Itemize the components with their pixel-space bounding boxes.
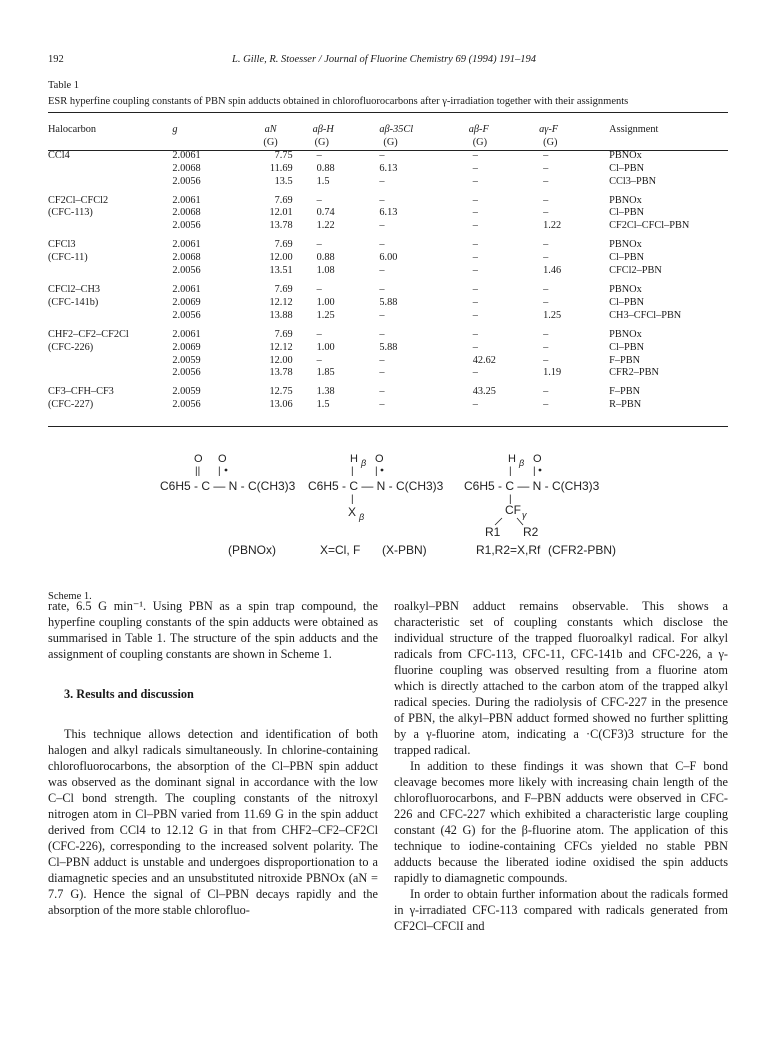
cell-halocarbon: (CFC-141b): [48, 296, 99, 308]
cell-acl: 6.13: [379, 162, 398, 174]
cell-an: 12.00: [269, 252, 293, 264]
table-row: [48, 207, 728, 220]
cell-g: 2.0068: [172, 162, 201, 174]
col-header-a-beta-h: aβ-H: [312, 124, 334, 135]
cell-acl: 6.13: [379, 207, 398, 219]
cell-halocarbon: [48, 176, 172, 189]
table-row: [48, 297, 728, 310]
cell-ah: 0.88: [316, 162, 335, 174]
unit-a-beta-cl: (G): [383, 136, 398, 148]
cell-g: 2.0056: [172, 309, 201, 321]
struct3-r2: R2: [523, 525, 539, 539]
cell-abf: –: [472, 296, 478, 308]
cell-agf: –: [543, 386, 549, 398]
cell-abf: –: [472, 220, 478, 232]
cell-acl: –: [379, 386, 385, 398]
table-row: [48, 355, 728, 368]
cell-g: 2.0068: [172, 207, 201, 219]
cell-acl: –: [379, 367, 385, 379]
cell-abf: –: [472, 283, 478, 295]
cell-ah: –: [316, 283, 322, 295]
cell-acl: –: [379, 194, 385, 206]
cell-halocarbon: (CFC-226): [48, 341, 94, 353]
cell-abf: –: [472, 399, 478, 411]
cell-halocarbon: CCl4: [48, 149, 70, 161]
cell-halocarbon: [48, 367, 172, 380]
col-header-g: g: [172, 124, 178, 135]
cell-abf: –: [472, 207, 478, 219]
cell-acl: –: [379, 328, 385, 340]
cell-agf: 1.46: [543, 265, 562, 277]
cell-an: 13.88: [269, 309, 293, 321]
cell-acl: –: [379, 309, 385, 321]
svg-text:CF: CF: [505, 503, 521, 517]
cell-agf: –: [543, 149, 549, 161]
svg-text:O: O: [218, 453, 227, 465]
struct1-label: (PBNOx): [228, 543, 276, 557]
cell-agf: –: [543, 341, 549, 353]
cell-an: 13.51: [269, 265, 293, 277]
cell-g: 2.0056: [172, 265, 201, 277]
cell-agf: 1.19: [543, 367, 562, 379]
body-column-right: [394, 598, 728, 934]
svg-text:|: |: [218, 466, 221, 477]
cell-agf: 1.25: [543, 309, 562, 321]
cell-halocarbon: [48, 163, 172, 176]
cell-agf: –: [543, 252, 549, 264]
cell-halocarbon: [48, 355, 172, 368]
cell-assignment: CH3–CFCl–PBN: [609, 309, 682, 321]
cell-assignment: CCl3–PBN: [609, 175, 657, 187]
cell-assignment: Cl–PBN: [609, 162, 645, 174]
cell-halocarbon: CF2Cl–CFCl2: [48, 194, 109, 206]
cell-an: 7.69: [274, 194, 293, 206]
table-unit-row: [48, 137, 728, 150]
cell-acl: 5.88: [379, 296, 398, 308]
cell-halocarbon: CF3–CFH–CF3: [48, 386, 114, 398]
svg-text:γ: γ: [522, 510, 527, 520]
cell-abf: –: [472, 194, 478, 206]
cell-g: 2.0069: [172, 341, 201, 353]
cell-agf: –: [543, 207, 549, 219]
cell-assignment: PBNOx: [609, 194, 642, 206]
left-paragraph-2: This technique allows detection and identification of both halogen and alkyl radicals simultaneously. In chlorine-containing chlorofluorocarbons, the absorption of the Cl–PBN spin adduct was observed as the dominant signal in accordance with the low C–Cl bond strength. The coupling constants of the nitroxyl nitrogen atom in Cl–PBN varied from 11.69 G in the spin adduct derived from CCl4 to 12.12 G in that from CHF2–CF2–CF2Cl (CFC-226), corresponding to the increased solvent polarity. The Cl–PBN adduct is unstable and undergoes disproportionation to a diamagnetic species and an unsubstituted nitroxide PBNOx (aN = 7.7 G). Hence the signal of Cl–PBN decays rapidly and the absorption of the more stable chlorofluo-: [48, 727, 378, 917]
cell-assignment: Cl–PBN: [609, 252, 645, 264]
cell-abf: –: [472, 341, 478, 353]
cell-agf: –: [543, 239, 549, 251]
cell-acl: 6.00: [379, 252, 398, 264]
struct2-formula: C6H5 - C — N - C(CH3)3: [308, 479, 444, 493]
cell-g: 2.0061: [172, 239, 201, 251]
cell-halocarbon: CFCl2–CH3: [48, 283, 101, 295]
cell-g: 2.0056: [172, 220, 201, 232]
cell-an: 11.69: [269, 162, 293, 174]
cell-agf: –: [543, 399, 549, 411]
right-paragraph-3: In order to obtain further information about the radicals formed in γ-irradiated CFC-113 compared with radicals generated from CF2Cl–CFClI and: [394, 887, 728, 933]
struct3-r1: R1: [485, 525, 501, 539]
svg-text:H: H: [350, 453, 358, 465]
table-row: [48, 163, 728, 176]
running-title: L. Gille, R. Stoesser / Journal of Fluorine Chemistry 69 (1994) 191–194: [232, 54, 536, 65]
cell-assignment: R–PBN: [609, 399, 642, 411]
cell-abf: 42.62: [472, 354, 496, 366]
cell-ah: –: [316, 354, 322, 366]
cell-ah: –: [316, 328, 322, 340]
svg-text:|: |: [533, 466, 536, 477]
col-header-a-beta-f: aβ-F: [468, 124, 489, 135]
svg-text:|: |: [509, 494, 512, 505]
cell-assignment: Cl–PBN: [609, 341, 645, 353]
cell-assignment: PBNOx: [609, 283, 642, 295]
struct2-label: X=Cl, F: [320, 543, 361, 557]
right-paragraph-2: In addition to these findings it was shown that C–F bond cleavage becomes more likely with increasing chain length of the chlorofluorocarbons, and F–PBN adducts were observed in CFC-226 and CFC-227 which exhibited a characteristic large coupling constant (42 G) for the β-fluorine atom. The application of this technique to iodine-containing CFCs yielded no stable PBN adducts because the liberated iodine oxidised the spin adducts rapidly to diamagnetic compounds.: [394, 759, 728, 885]
cell-assignment: Cl–PBN: [609, 296, 645, 308]
cell-acl: –: [379, 354, 385, 366]
cell-abf: –: [472, 265, 478, 277]
svg-text:|: |: [351, 494, 354, 505]
cell-an: 12.75: [269, 386, 293, 398]
cell-ah: –: [316, 239, 322, 251]
cell-an: 12.12: [269, 341, 293, 353]
table-row: [48, 176, 728, 189]
cell-halocarbon: CFCl3: [48, 239, 76, 251]
cell-halocarbon: (CFC-227): [48, 399, 94, 411]
cell-abf: –: [472, 175, 478, 187]
cell-acl: –: [379, 283, 385, 295]
cell-g: 2.0056: [172, 399, 201, 411]
cell-assignment: CFCl2–PBN: [609, 265, 662, 277]
cell-an: 7.75: [274, 149, 293, 161]
cell-g: 2.0059: [172, 354, 201, 366]
cell-agf: 1.22: [543, 220, 562, 232]
table-row: [48, 278, 728, 297]
col-header-halocarbon: Halocarbon: [48, 124, 97, 135]
body-column-left: [48, 598, 378, 918]
table-row: [48, 323, 728, 342]
cell-agf: –: [543, 175, 549, 187]
table-body: [48, 150, 728, 412]
cell-halocarbon: CHF2–CF2–CF2Cl: [48, 328, 129, 340]
table-row: [48, 310, 728, 323]
cell-an: 13.78: [269, 367, 293, 379]
table-row: [48, 265, 728, 278]
table-row: [48, 399, 728, 412]
cell-abf: 43.25: [472, 386, 496, 398]
cell-g: 2.0056: [172, 367, 201, 379]
cell-ah: 1.85: [316, 367, 335, 379]
structure-cfr2-pbn: [464, 453, 616, 557]
svg-text:X: X: [348, 505, 357, 519]
table-header-row: [48, 124, 728, 137]
esr-table: [48, 124, 728, 412]
section-title-results: 3. Results and discussion: [64, 687, 194, 701]
struct1-formula: C6H5 - C — N - C(CH3)3: [160, 479, 296, 493]
cell-ah: –: [316, 149, 322, 161]
svg-text:|: |: [509, 466, 512, 477]
cell-abf: –: [472, 239, 478, 251]
cell-agf: –: [543, 354, 549, 366]
svg-text:H: H: [508, 453, 516, 465]
svg-text:β: β: [361, 458, 367, 468]
cell-halocarbon: [48, 220, 172, 233]
table-row: [48, 367, 728, 380]
cell-ah: 1.22: [316, 220, 335, 232]
svg-text:β: β: [519, 458, 525, 468]
svg-text:|: |: [351, 466, 354, 477]
cell-g: 2.0061: [172, 149, 201, 161]
scheme-1-structures: [150, 452, 630, 572]
cell-g: 2.0056: [172, 175, 201, 187]
cell-abf: –: [472, 149, 478, 161]
cell-g: 2.0069: [172, 296, 201, 308]
cell-ah: 0.74: [316, 207, 335, 219]
unit-a-beta-f: (G): [472, 136, 488, 148]
cell-acl: –: [379, 265, 385, 277]
table-caption: ESR hyperfine coupling constants of PBN spin adducts obtained in chlorofluorocarbons after γ-irradiation together with their assignments: [48, 96, 629, 107]
unit-a-gamma-f: (G): [543, 136, 558, 148]
cell-acl: –: [379, 399, 385, 411]
cell-ah: 1.00: [316, 341, 335, 353]
cell-an: 13.06: [269, 399, 293, 411]
cell-an: 12.12: [269, 296, 293, 308]
table-bottom-rule: [48, 426, 728, 427]
cell-assignment: PBNOx: [609, 149, 642, 161]
cell-ah: 1.5: [316, 399, 330, 411]
svg-text:||: ||: [195, 466, 201, 477]
cell-g: 2.0061: [172, 283, 201, 295]
cell-ah: 1.25: [316, 309, 335, 321]
cell-acl: –: [379, 149, 385, 161]
cell-abf: –: [472, 309, 478, 321]
page-number: 192: [48, 54, 64, 65]
unit-an: (G): [263, 136, 278, 148]
struct3-label: R1,R2=X,Rf: [476, 543, 541, 557]
struct3-formula: C6H5 - C — N - C(CH3)3: [464, 479, 600, 493]
struct3-sub: (CFR2-PBN): [548, 543, 616, 557]
cell-agf: –: [543, 194, 549, 206]
table-row: [48, 252, 728, 265]
cell-agf: –: [543, 296, 549, 308]
cell-an: 12.01: [269, 207, 293, 219]
structure-pbnox: [160, 453, 296, 557]
table-row: [48, 342, 728, 355]
col-header-a-gamma-f: aγ-F: [539, 124, 559, 135]
table-label: Table 1: [48, 80, 80, 91]
cell-ah: –: [316, 194, 322, 206]
svg-text:O: O: [533, 453, 542, 465]
cell-abf: –: [472, 252, 478, 264]
table-row: [48, 380, 728, 399]
right-paragraph-1: roalkyl–PBN adduct remains observable. This shows a characteristic set of coupling constants which disclose the individual structure of the trapped fluoroalkyl radical. For alkyl radicals from CFC-113, CFC-11, CFC-141b and CFC-226, a γ-fluorine coupling was observed resulting from a fluorine atom which is directly attached to the carbon atom of the trapped alkyl radical species. During the radiolysis of CFC-227 in the presence of PBN, the alkyl–PBN adduct formed showed no further splitting by a γ-fluorine atom, indicating a ·C(CF3)3 structure for the trapped radical.: [394, 599, 728, 757]
cell-assignment: CFR2–PBN: [609, 367, 659, 379]
svg-text:O: O: [194, 453, 203, 465]
cell-g: 2.0068: [172, 252, 201, 264]
cell-assignment: PBNOx: [609, 328, 642, 340]
cell-g: 2.0061: [172, 328, 201, 340]
cell-an: 7.69: [274, 283, 293, 295]
cell-acl: –: [379, 220, 385, 232]
svg-text:β: β: [359, 512, 365, 522]
table-row: [48, 189, 728, 208]
cell-g: 2.0061: [172, 194, 201, 206]
cell-assignment: F–PBN: [609, 354, 641, 366]
table-row: [48, 233, 728, 252]
svg-text:|: |: [375, 466, 378, 477]
cell-an: 12.00: [269, 354, 293, 366]
cell-an: 13.5: [274, 175, 293, 187]
cell-abf: –: [472, 367, 478, 379]
cell-an: 13.78: [269, 220, 293, 232]
cell-g: 2.0059: [172, 386, 201, 398]
scheme-caption: Scheme 1.: [48, 591, 92, 602]
cell-ah: 1.38: [316, 386, 335, 398]
cell-an: 7.69: [274, 239, 293, 251]
left-paragraph-1: rate, 6.5 G min⁻¹. Using PBN as a spin trap compound, the hyperfine coupling constants of the spin adducts were obtained as summarised in Table 1. The structure of the spin adducts and the assignment of coupling constants are shown in Scheme 1.: [48, 599, 378, 661]
table-row: [48, 220, 728, 233]
unit-a-beta-h: (G): [314, 136, 329, 148]
col-header-a-beta-cl: aβ-35Cl: [379, 124, 414, 135]
cell-assignment: PBNOx: [609, 239, 642, 251]
cell-agf: –: [543, 283, 549, 295]
table-row: [48, 150, 728, 163]
table-top-rule: [48, 112, 728, 113]
cell-ah: 0.88: [316, 252, 335, 264]
cell-agf: –: [543, 162, 549, 174]
structure-x-pbn: [308, 453, 444, 557]
cell-ah: 1.00: [316, 296, 335, 308]
cell-halocarbon: (CFC-113): [48, 207, 93, 219]
col-header-assignment: Assignment: [609, 124, 659, 135]
cell-acl: –: [379, 175, 385, 187]
cell-acl: 5.88: [379, 341, 398, 353]
col-header-an: aN: [264, 124, 277, 135]
svg-text:O: O: [375, 453, 384, 465]
cell-abf: –: [472, 328, 478, 340]
cell-an: 7.69: [274, 328, 293, 340]
cell-assignment: CF2Cl–CFCl–PBN: [609, 220, 690, 232]
cell-ah: 1.08: [316, 265, 335, 277]
page-header: [48, 54, 720, 68]
cell-abf: –: [472, 162, 478, 174]
cell-assignment: Cl–PBN: [609, 207, 645, 219]
cell-halocarbon: [48, 265, 172, 278]
cell-halocarbon: [48, 310, 172, 323]
struct2-sub: (X-PBN): [382, 543, 427, 557]
cell-acl: –: [379, 239, 385, 251]
cell-assignment: F–PBN: [609, 386, 641, 398]
cell-ah: 1.5: [316, 175, 330, 187]
cell-halocarbon: (CFC-11): [48, 252, 88, 264]
cell-agf: –: [543, 328, 549, 340]
